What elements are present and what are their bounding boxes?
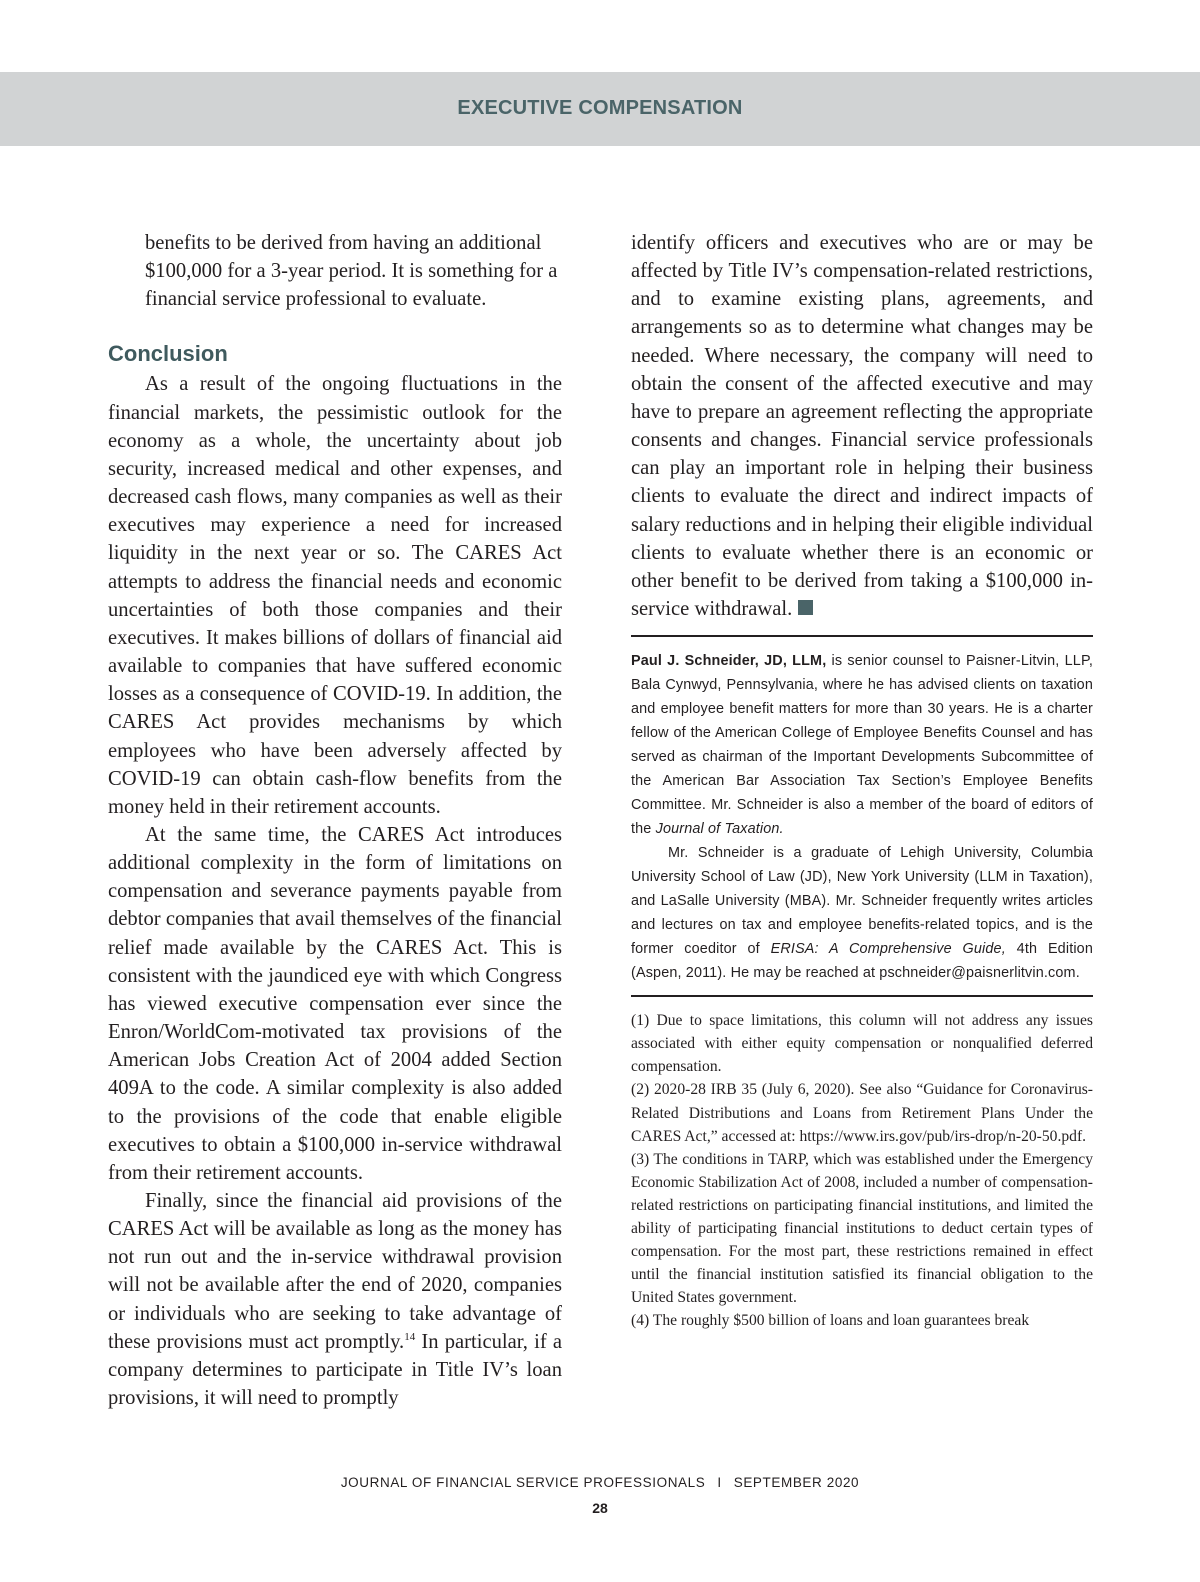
conclusion-paragraph-3 [108, 1187, 562, 1412]
footnote-2: (2) 2020-28 IRB 35 (July 6, 2020). See also “Guidance for Coronavirus-Related Distributions and Loans from Retirement Plans Under the CARES Act,” accessed at: https://www.irs.gov/pub/irs-drop/n-20-50.pdf. [631, 1081, 1093, 1145]
intro-paragraph: benefits to be derived from having an additional $100,000 for a 3-year period. It is something for a financial service professional to evaluate. [145, 232, 558, 311]
continued-paragraph-text: identify officers and executives who are or may be affected by Title IV’s compensation-related restrictions, and to examine existing plans, agreements, and arrangements so as to determine what changes may be needed. Where necessary, the company will need to obtain the consent of the affected executive and may have to prepare an agreement reflecting the appropriate consents and changes. Financial service professionals can play an important role in helping their business clients to evaluate the direct and indirect impacts of salary reductions and in helping their eligible individual clients to evaluate whether there is an economic or other benefit to be derived from taking a $100,000 in-service withdrawal. [631, 232, 1093, 621]
continued-paragraph [631, 229, 1093, 623]
footer-separator: I [717, 1475, 722, 1490]
end-mark-icon [798, 600, 813, 615]
right-column [631, 229, 1093, 1333]
footnote-4: (4) The roughly $500 billion of loans and loan guarantees break [631, 1312, 1030, 1330]
left-column [108, 229, 562, 1412]
paragraph-3-text: Finally, since the financial aid provisions of the CARES Act will be available as long as the money has not run out and the in-service withdrawal provision will not be available after the end of 2020, companies or individuals who are seeking to take advantage of these provisions must act promptly. [108, 1190, 562, 1353]
paragraph-3-tail: In particular, if a company determines to participate in Title IV’s loan provisions, it will need to promptly [108, 1330, 562, 1410]
running-header: EXECUTIVE COMPENSATION [457, 97, 743, 119]
bio-paragraph-1 [631, 649, 1093, 841]
footnote-ref-14[interactable]: 14 [404, 1330, 416, 1343]
footer-journal-name: JOURNAL OF FINANCIAL SERVICE PROFESSIONALS [340, 1475, 706, 1490]
conclusion-paragraph-2: At the same time, the CARES Act introduces additional complexity in the form of limitations on compensation and severance payments payable from debtor companies that avail themselves of the financial relief made available by the CARES Act. This is consistent with the jaundiced eye with which Congress has viewed executive compensation ever since the Enron/WorldCom-motivated tax provisions of the American Jobs Creation Act of 2004 added Section 409A to the code. A similar complexity is also added to the provisions of the code that enable eligible executives to obtain a $100,000 in-service withdrawal from their retirement accounts. [108, 823, 562, 1184]
footnote-1: (1) Due to space limitations, this column will not address any issues associated with either equity compensation or nonqualified deferred compensation. [631, 1012, 1093, 1076]
bio-text-1: is senior counsel to Paisner-Litvin, LLP, Bala Cynwyd, Pennsylvania, where he has advised clients on taxation and employee benefit matters for more than 30 years. He is a charter fellow of the American College of Employee Benefits Counsel and has served as chairman of the Important Developments Subcommittee of the American Bar Association Tax Section’s Employee Benefits Committee. Mr. Schneider is also a member of the board of editors of the [631, 653, 1093, 838]
author-name: Paul J. Schneider, JD, LLM, [631, 653, 827, 670]
book-title: ERISA: A Comprehensive Guide, [770, 941, 1006, 958]
conclusion-paragraph-1: As a result of the ongoing fluctuations in the financial markets, the pessimistic outlook for the economy as a whole, the uncertainty about job security, increased medical and other expenses, and decreased cash flows, many companies as well as their executives may experience a need for increased liquidity in the next year or so. The CARES Act attempts to address the financial needs and economic uncertainties of both those companies and their executives. It makes billions of dollars of financial aid available to companies that have suffered economic losses as a consequence of COVID-19. In addition, the CARES Act provides mechanisms by which employees who have been adversely affected by COVID-19 can obtain cash-flow benefits from the money held in their retirement accounts. [108, 373, 562, 818]
author-bio [631, 649, 1093, 985]
footnotes [631, 1009, 1093, 1332]
footnote-3: (3) The conditions in TARP, which was established under the Emergency Economic Stabilization Act of 2008, included a number of compensation-related restrictions on participating financial institutions, and limited the ability of participating financial institutions to deduct certain types of compensation. For the most part, these restrictions remained in effect until the financial institution satisfied its financial obligation to the United States government. [631, 1150, 1093, 1307]
bio-text-3: 4th Edition (Aspen, 2011). He may be reached at pschneider@paisnerlitvin.com. [631, 941, 1093, 982]
page-number: 28 [592, 1500, 608, 1516]
bio-divider [631, 635, 1093, 637]
section-heading-conclusion: Conclusion [108, 341, 228, 367]
footer-journal-line [0, 1475, 1200, 1490]
footer-date: SEPTEMBER 2020 [733, 1475, 860, 1490]
bio-paragraph-2 [631, 841, 1093, 985]
bio-text-2: Mr. Schneider is a graduate of Lehigh University, Columbia University School of Law (JD), New York University (LLM in Taxation), and LaSalle University (MBA). Mr. Schneider frequently writes articles and lectures on tax and employee benefits-related topics, and is the former coeditor of [631, 845, 1093, 958]
journal-title: Journal of Taxation. [655, 821, 784, 838]
footnotes-divider [631, 995, 1093, 997]
